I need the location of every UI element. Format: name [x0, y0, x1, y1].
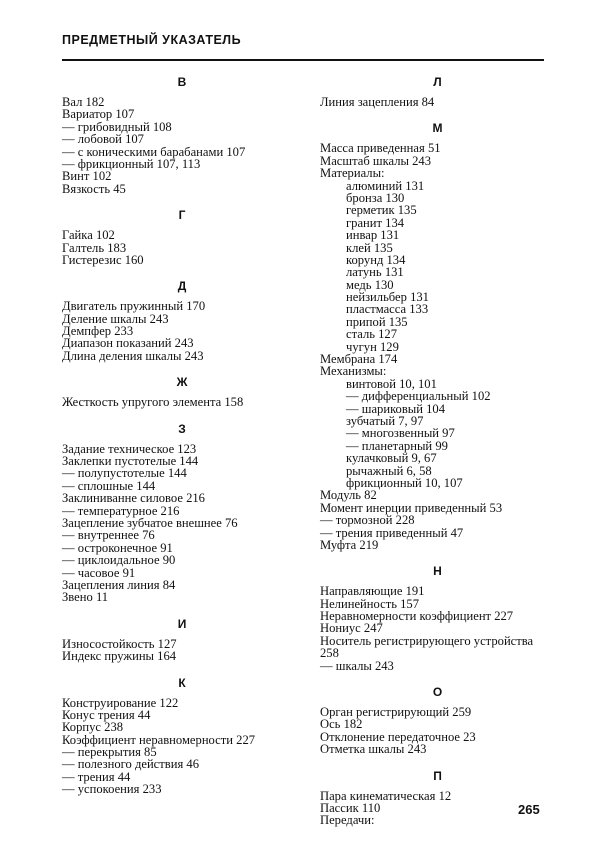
index-entry: Орган регистрирующий 259 [320, 705, 472, 720]
index-entry: Зацепления линия 84 [62, 577, 176, 592]
index-section [320, 565, 555, 672]
index-entry: Муфта 219 [320, 537, 379, 552]
index-section [62, 423, 302, 604]
index-entry: — с коническими барабанами 107 [62, 144, 246, 159]
index-subentry: алюминий 131 [346, 178, 425, 193]
index-entry: — циклоидальное 90 [62, 553, 176, 568]
index-entry: Демпфер 233 [62, 324, 134, 339]
section-letter: Д [177, 279, 187, 294]
section-letter: З [178, 421, 186, 436]
index-entry: Вал 182 [62, 95, 105, 109]
index-section [62, 280, 302, 362]
page-number: 265 [518, 802, 540, 817]
index-section [62, 209, 302, 266]
index-entry: Ось 182 [320, 717, 363, 732]
index-entry: — успокоения 233 [62, 782, 162, 797]
index-entry: Модуль 82 [320, 488, 377, 503]
header-rule [62, 59, 544, 61]
index-entry: Носитель регистрирующего устройства 258 [320, 633, 534, 661]
index-subentry: медь 130 [346, 277, 394, 292]
index-entry: — сплошные 144 [62, 478, 156, 493]
index-entry: Мембрана 174 [320, 352, 398, 367]
index-subentry: кулачковый 9, 67 [346, 451, 437, 466]
index-entry: — остроконечное 91 [62, 540, 173, 555]
index-entry: Пара кинематическая 12 [320, 788, 452, 803]
index-entry: Гайка 102 [62, 228, 115, 243]
page-header-title: ПРЕДМЕТНЫЙ УКАЗАТЕЛЬ [62, 33, 242, 47]
index-entry: Винт 102 [62, 169, 112, 184]
index-subentry: клей 135 [346, 240, 393, 255]
index-entry: Масштаб шкалы 243 [320, 153, 431, 168]
section-letter: Л [433, 75, 442, 89]
index-entry: Масса приведенная 51 [320, 141, 441, 156]
index-subentry: корунд 134 [346, 252, 406, 267]
index-entry: Деление шкалы 243 [62, 311, 169, 326]
index-entry: Вариатор 107 [62, 107, 135, 122]
index-entry: — шкалы 243 [320, 658, 394, 673]
index-subentry: — шариковый 104 [346, 401, 446, 416]
index-entry: Отклонение передаточное 23 [320, 729, 476, 744]
index-subentry: рычажный 6, 58 [346, 463, 432, 478]
index-entry: — температурное 216 [62, 503, 180, 518]
index-section [320, 122, 555, 551]
index-section [320, 686, 555, 756]
section-letter: Н [433, 564, 442, 579]
index-subentry: — многозвенный 97 [346, 426, 455, 441]
index-entry: — трения 44 [62, 769, 131, 784]
section-letter: Ж [176, 375, 188, 390]
index-subentry: латунь 131 [346, 265, 404, 280]
section-letter: В [177, 75, 187, 89]
index-section [62, 376, 302, 408]
index-entry: — трения приведенный 47 [320, 525, 464, 540]
index-section [320, 76, 555, 108]
index-entry: Направляющие 191 [320, 584, 425, 599]
index-entry: — лобовой 107 [62, 132, 144, 147]
index-subentry: нейзильбер 131 [346, 290, 429, 305]
index-entry: — тормозной 228 [320, 513, 415, 528]
index-entry: Задание техническое 123 [62, 441, 197, 456]
index-entry: Корпус 238 [62, 720, 124, 735]
index-entry: Конструирование 122 [62, 695, 179, 710]
index-entry: Жесткость упругого элемента 158 [62, 395, 244, 410]
index-section [62, 677, 302, 796]
section-letter: Г [178, 208, 186, 223]
index-entry: Галтель 183 [62, 240, 127, 255]
index-entry: Заклиниванне силовое 216 [62, 491, 205, 506]
index-entry: Материалы: [320, 166, 385, 181]
index-section [62, 618, 302, 663]
index-entry: Момент инерции приведенный 53 [320, 500, 503, 515]
index-entry: Диапазон показаний 243 [62, 336, 194, 351]
index-entry: Износостойкость 127 [62, 636, 177, 651]
index-entry: Гистерезис 160 [62, 252, 144, 267]
index-subentry: припой 135 [346, 314, 408, 329]
index-entry: — грибовидный 108 [62, 119, 172, 134]
index-subentry: — дифференциальный 102 [346, 389, 491, 404]
index-entry: Двигатель пружинный 170 [62, 299, 206, 314]
index-subentry: фрикционный 10, 107 [346, 475, 463, 490]
index-entry: Конус трения 44 [62, 707, 151, 722]
index-subentry: пластмасса 133 [346, 302, 429, 317]
index-entry: Линия зацепления 84 [320, 95, 435, 109]
index-entry: Заклепки пустотелые 144 [62, 454, 199, 469]
index-entry: Передачи: [320, 813, 375, 828]
index-entry: Отметка шкалы 243 [320, 742, 427, 757]
index-entry: Индекс пружины 164 [62, 649, 177, 664]
index-entry: Нониус 247 [320, 621, 383, 636]
index-subentry: гранит 134 [346, 215, 405, 230]
index-subentry: бронза 130 [346, 190, 405, 205]
index-subentry: винтовой 10, 101 [346, 376, 437, 391]
section-letter: И [177, 616, 187, 631]
index-entry: — фрикционный 107, 113 [62, 156, 201, 171]
section-letter: О [432, 685, 443, 700]
index-entry: Пассик 110 [320, 801, 381, 815]
index-entry: — полупустотелые 144 [62, 466, 187, 481]
index-entry: Вязкость 45 [62, 181, 126, 196]
section-letter: М [432, 121, 443, 136]
index-entry: Нелинейность 157 [320, 596, 420, 611]
index-entry: Механизмы: [320, 364, 387, 379]
index-section [320, 770, 555, 827]
index-entry: Неравномерности коэффициент 227 [320, 609, 514, 624]
index-entry: Длина деления шкалы 243 [62, 348, 204, 363]
index-entry: — полезного действия 46 [62, 757, 199, 772]
index-entry: Зацепление зубчатое внешнее 76 [62, 515, 238, 530]
index-subentry: сталь 127 [346, 327, 398, 342]
index-section [62, 76, 302, 195]
index-entry: Звено 11 [62, 590, 109, 605]
index-subentry: зубчатый 7, 97 [346, 413, 424, 428]
index-entry: — перекрытия 85 [62, 745, 157, 760]
index-column-right [320, 76, 555, 827]
index-column-left [62, 76, 302, 796]
index-subentry: чугун 129 [346, 339, 399, 354]
index-subentry: — планетарный 99 [346, 438, 448, 453]
section-letter: П [433, 768, 442, 783]
index-subentry: герметик 135 [346, 203, 417, 218]
index-subentry: инвар 131 [346, 228, 400, 243]
index-entry: — внутреннее 76 [62, 528, 155, 543]
index-entry: Коэффициент неравномерности 227 [62, 732, 256, 747]
index-entry: — часовое 91 [62, 565, 136, 580]
section-letter: К [178, 675, 186, 690]
